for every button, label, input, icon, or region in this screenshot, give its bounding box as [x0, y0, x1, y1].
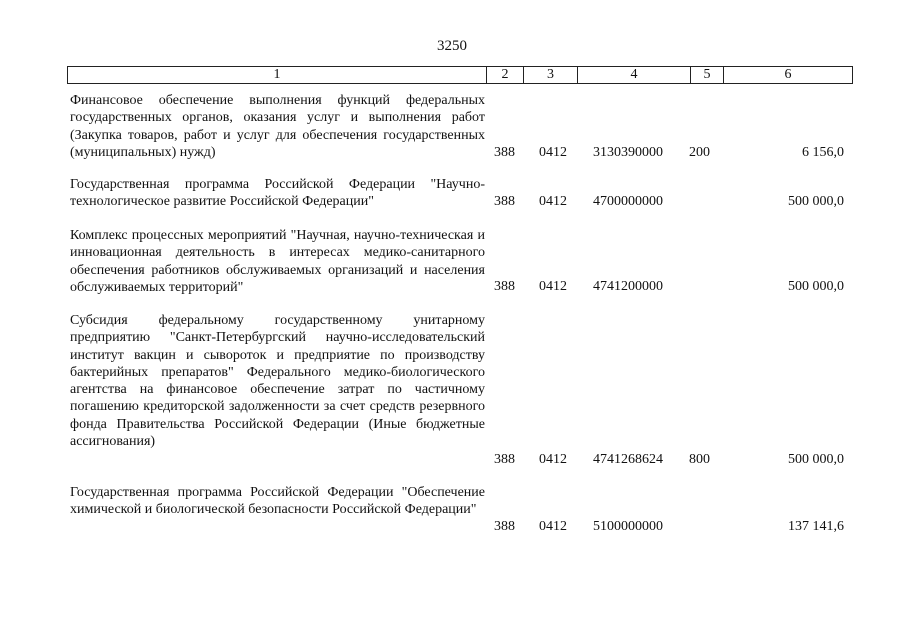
row-col3: 0412: [539, 279, 567, 294]
row-col3: 0412: [539, 452, 567, 467]
column-header-1: 1: [68, 67, 487, 84]
row-col6: 137 141,6: [788, 519, 844, 534]
row-col2: 388: [494, 519, 515, 534]
row-description: Субсидия федеральному государственному унитарному предприятию "Санкт-Петербургский научно-исследовательский институт вакцин и сывороток и предприятие по производству бактерийных препаратов" Федерального медико-биологического агентства на финансовое обеспечение затрат по частичному погашению кредиторской задолженности за счет средств резервного фонда Правительства Российской Федерации (Иные бюджетные ассигнования): [70, 313, 485, 450]
row-col6: 500 000,0: [788, 452, 844, 467]
page-number: 3250: [437, 38, 467, 54]
row-col2: 388: [494, 279, 515, 294]
row-description: Финансовое обеспечение выполнения функций федеральных государственных органов, оказания услуг и выполнения работ (Закупка товаров, работ и услуг для обеспечения государственных (муниципальных) нужд): [70, 93, 485, 160]
row-description: Государственная программа Российской Федерации "Обеспечение химической и биологической безопасности Российской Федерации": [70, 485, 485, 518]
column-header-5: 5: [691, 67, 724, 84]
row-col4: 5100000000: [593, 519, 663, 534]
row-col3: 0412: [539, 145, 567, 160]
row-col5: 800: [689, 452, 710, 467]
row-col3: 0412: [539, 519, 567, 534]
row-col4: 4741268624: [593, 452, 663, 467]
column-header-6: 6: [724, 67, 853, 84]
row-col5: 200: [689, 145, 710, 160]
row-col4: 4700000000: [593, 194, 663, 209]
column-header-table: [67, 66, 853, 84]
row-col6: 500 000,0: [788, 279, 844, 294]
column-header-row: [68, 67, 853, 84]
column-header-2: 2: [487, 67, 524, 84]
row-col3: 0412: [539, 194, 567, 209]
column-header-4: 4: [578, 67, 691, 84]
column-header-3: 3: [524, 67, 578, 84]
row-col2: 388: [494, 452, 515, 467]
row-col6: 6 156,0: [802, 145, 844, 160]
row-col4: 3130390000: [593, 145, 663, 160]
row-description: Комплекс процессных мероприятий "Научная, научно-техническая и инновационная деятельность в интересах медико-санитарного обеспечения работников обслуживаемых организаций и населения обслуживаемых территорий": [70, 228, 485, 295]
row-col2: 388: [494, 145, 515, 160]
row-col6: 500 000,0: [788, 194, 844, 209]
row-description: Государственная программа Российской Федерации "Научно-технологическое развитие Российской Федерации": [70, 177, 485, 210]
row-col4: 4741200000: [593, 279, 663, 294]
row-col2: 388: [494, 194, 515, 209]
